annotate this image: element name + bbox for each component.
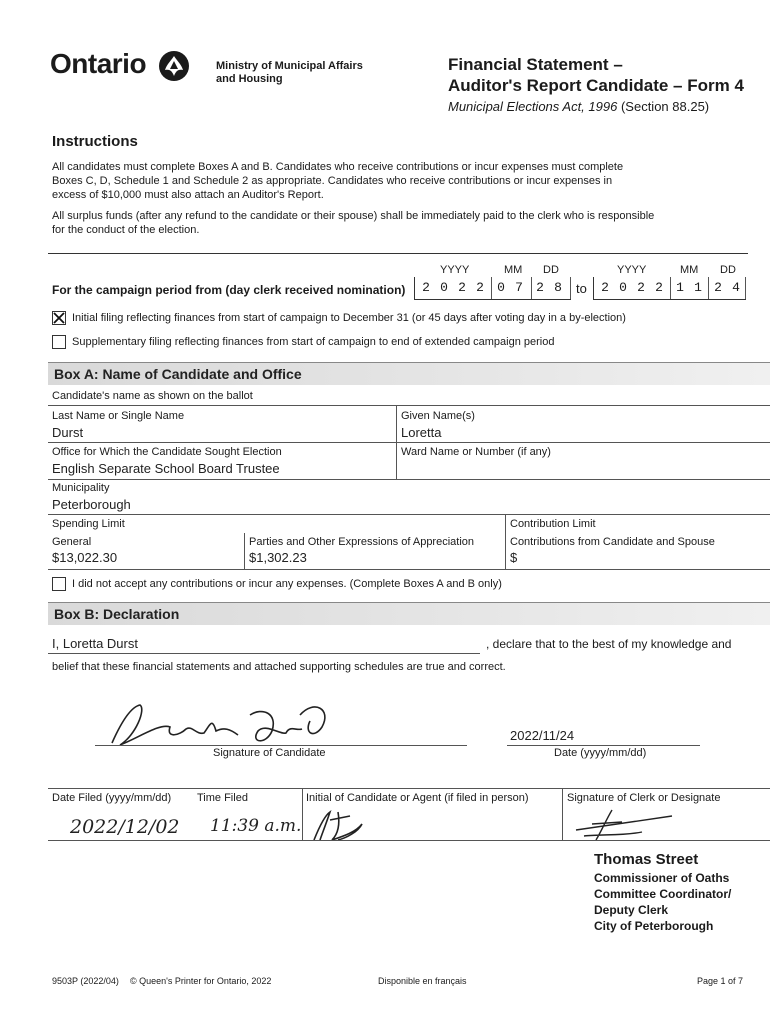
box-b-heading: Box B: Declaration xyxy=(54,606,180,622)
period-from-digit: 2 xyxy=(476,280,484,295)
ministry-name: Ministry of Municipal Affairs and Housing xyxy=(216,60,363,85)
instructions-line: All candidates must complete Boxes A and B. Candidates who receive contributions or incur expenses must complete xyxy=(52,161,624,173)
period-to-digit: 1 xyxy=(694,280,702,295)
contribution-sub-label: Contributions from Candidate and Spouse xyxy=(510,536,715,548)
no-contributions-label: I did not accept any contributions or incur any expenses. (Complete Boxes A and B only) xyxy=(72,578,502,590)
office-field[interactable]: English Separate School Board Trustee xyxy=(52,461,280,476)
period-from-digit: 8 xyxy=(554,280,562,295)
period-from-digit: 2 xyxy=(422,280,430,295)
period-header-from-mm: MM xyxy=(504,264,523,276)
municipality-label: Municipality xyxy=(52,482,110,494)
contribution-limit-label: Contribution Limit xyxy=(510,518,596,530)
stamp-line: Commissioner of Oaths xyxy=(594,871,730,885)
box-b-header xyxy=(48,602,770,625)
supplementary-filing-label: Supplementary filing reflecting finances from start of campaign to end of extended campaign period xyxy=(72,336,555,348)
box-a-header xyxy=(48,362,770,385)
ontario-wordmark: Ontario xyxy=(50,48,147,79)
period-header-from-dd: DD xyxy=(543,264,559,276)
clerk-signature[interactable] xyxy=(572,806,682,849)
period-from-digit: 7 xyxy=(515,280,523,295)
last-name-field[interactable]: Durst xyxy=(52,425,84,440)
declaration-date-field[interactable]: 2022/11/24 xyxy=(510,728,575,743)
period-to-digit: 2 xyxy=(601,280,609,295)
box-a-heading: Box A: Name of Candidate and Office xyxy=(54,366,302,382)
trillium-icon xyxy=(158,50,190,87)
date-label: Date (yyyy/mm/dd) xyxy=(554,747,647,759)
initial-filing-label: Initial filing reflecting finances from start of campaign to December 31 (or 45 days after voting day in a by-election) xyxy=(72,312,626,324)
period-to-digit: 1 xyxy=(676,280,684,295)
period-to-digit: 4 xyxy=(732,280,740,295)
period-header-to-yyyy: YYYY xyxy=(617,264,647,276)
period-to-digit: 0 xyxy=(619,280,627,295)
period-from-digit: 2 xyxy=(458,280,466,295)
time-filed-handwritten[interactable]: 11:39 a.m. xyxy=(210,816,302,836)
date-filed-label: Date Filed (yyyy/mm/dd) xyxy=(52,792,172,804)
initial-filing-checkbox[interactable] xyxy=(52,311,66,325)
period-to-digit: 2 xyxy=(714,280,722,295)
general-label: General xyxy=(52,536,92,548)
initial-agent-label: Initial of Candidate or Agent (if filed in person) xyxy=(306,792,529,804)
ballot-note: Candidate's name as shown on the ballot xyxy=(52,390,253,402)
form-title-line1: Financial Statement – xyxy=(448,55,623,74)
period-to-digit: 2 xyxy=(637,280,645,295)
declaration-belief: belief that these financial statements and attached supporting schedules are true and correct. xyxy=(52,661,506,673)
act-section: (Section 88.25) xyxy=(620,99,710,114)
period-header-to-mm: MM xyxy=(680,264,699,276)
checkmark-x-icon xyxy=(53,312,65,324)
form-title-line2: Auditor's Report Candidate – Form 4 xyxy=(448,76,744,95)
stamp-name: Thomas Street xyxy=(594,851,699,868)
commissioner-stamp xyxy=(594,852,731,934)
period-to-digit: 2 xyxy=(655,280,663,295)
ward-label: Ward Name or Number (if any) xyxy=(401,446,551,458)
office-label: Office for Which the Candidate Sought Election xyxy=(52,446,282,458)
signature-label: Signature of Candidate xyxy=(213,747,326,759)
period-from-digit: 2 xyxy=(536,280,544,295)
handwritten-signature-icon xyxy=(100,695,340,755)
time-filed-label: Time Filed xyxy=(197,792,248,804)
spending-limit-label: Spending Limit xyxy=(52,518,125,530)
last-name-label: Last Name or Single Name xyxy=(52,410,185,422)
instructions-text xyxy=(52,160,654,237)
contribution-limit-field[interactable]: $ xyxy=(510,550,518,565)
period-from-digit: 0 xyxy=(497,280,505,295)
stamp-line: Committee Coordinator/ xyxy=(594,887,732,901)
clerk-signature-label: Signature of Clerk or Designate xyxy=(567,792,721,804)
ontario-logo xyxy=(50,48,146,80)
instructions-line: for the conduct of the election. xyxy=(52,224,200,236)
agent-initial[interactable] xyxy=(310,806,370,849)
no-contributions-checkbox[interactable] xyxy=(52,577,66,591)
general-limit-field[interactable]: $13,022.30 xyxy=(52,550,118,565)
instructions-line: excess of $10,000 must also attach an Auditor's Report. xyxy=(52,189,324,201)
handwritten-initial-icon xyxy=(310,806,370,844)
period-header-from-yyyy: YYYY xyxy=(440,264,470,276)
handwritten-clerk-signature-icon xyxy=(572,806,682,844)
period-from-digit: 0 xyxy=(440,280,448,295)
instructions-line: Boxes C, D, Schedule 1 and Schedule 2 as appropriate. Candidates who receive contributions or incur expenses in xyxy=(52,175,613,187)
footer-page: Page 1 of 7 xyxy=(697,976,744,986)
instructions-line: All surplus funds (after any refund to the candidate or their spouse) shall be immediately paid to the clerk who is responsible xyxy=(52,210,655,222)
parties-limit-field[interactable]: $1,302.23 xyxy=(249,550,307,565)
act-name: Municipal Elections Act, 1996 xyxy=(448,99,618,114)
period-label: For the campaign period from (day clerk received nomination) xyxy=(52,283,406,297)
period-to-label: to xyxy=(576,281,587,296)
given-name-field[interactable]: Loretta xyxy=(401,425,442,440)
act-reference xyxy=(448,99,709,114)
date-filed-handwritten[interactable]: 2022/12/02 xyxy=(70,816,180,838)
declaration-text: , declare that to the best of my knowledge and xyxy=(486,637,732,651)
instructions-heading: Instructions xyxy=(52,133,138,150)
given-name-label: Given Name(s) xyxy=(401,410,475,422)
supplementary-filing-checkbox[interactable] xyxy=(52,335,66,349)
municipality-field[interactable]: Peterborough xyxy=(52,497,131,512)
footer-printer: © Queen's Printer for Ontario, 2022 xyxy=(130,976,272,986)
period-header-to-dd: DD xyxy=(720,264,736,276)
stamp-line: Deputy Clerk xyxy=(594,903,669,917)
declarant-name-field[interactable]: I, Loretta Durst xyxy=(52,636,138,651)
parties-label: Parties and Other Expressions of Appreciation xyxy=(249,536,475,548)
stamp-line: City of Peterborough xyxy=(594,919,714,933)
footer-code: 9503P (2022/04) xyxy=(52,976,119,986)
footer-french: Disponible en français xyxy=(378,976,467,986)
